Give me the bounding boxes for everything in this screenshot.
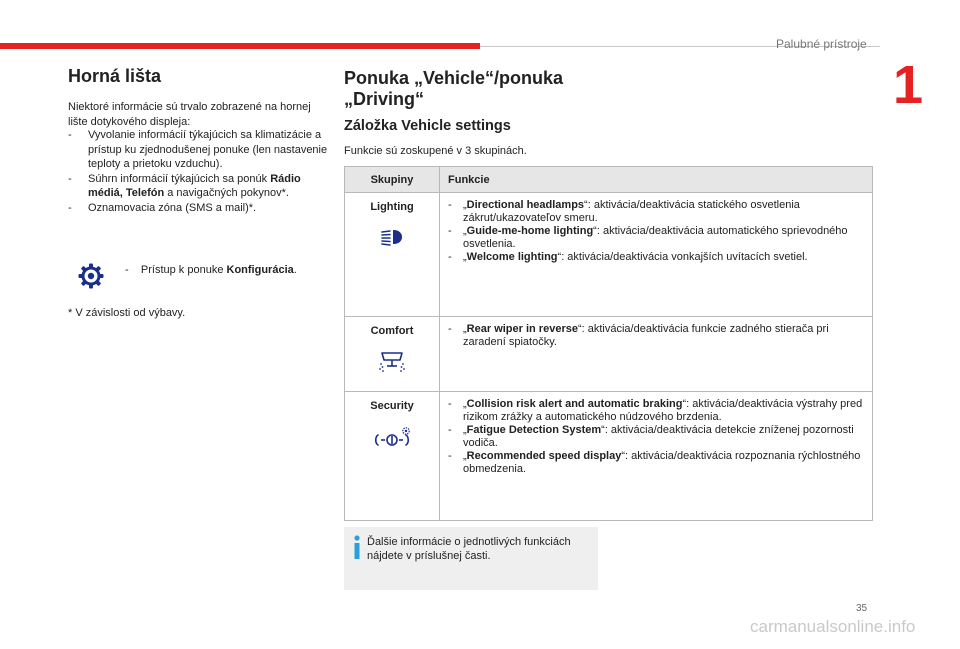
watermark: carmanualsonline.info — [750, 617, 916, 636]
vehicle-settings-subheading: Záložka Vehicle settings — [344, 118, 511, 134]
safety-settings-icon — [372, 426, 412, 450]
section-title: Palubné prístroje — [776, 37, 867, 51]
list-item: - Súhrn informácií týkajúcich sa ponúk Rádio médiá, Telefón a navigačných pokynov*. — [68, 172, 301, 199]
top-bar-list — [68, 128, 330, 215]
group-cell-security: Security — [345, 392, 440, 521]
group-cell-comfort: Comfort — [345, 317, 440, 392]
headlamp-icon — [379, 227, 405, 247]
vehicle-settings-table — [344, 166, 873, 521]
header-red-bar — [0, 43, 480, 49]
list-item: - „Collision risk alert and automatic braking“: aktivácia/deaktivácia výstrahy pred rizikom zrážky a automatického núdzového brzdenia. — [448, 398, 863, 423]
functions-cell — [440, 392, 873, 521]
list-item: - „Welcome lighting“: aktivácia/deaktivácia vonkajších uvítacích svetiel. — [448, 251, 808, 263]
footnote: * V závislosti od výbavy. — [68, 307, 186, 319]
table-row — [345, 193, 873, 317]
group-cell-lighting: Lighting — [345, 193, 440, 317]
info-icon — [352, 535, 362, 559]
vehicle-menu-heading: Ponuka „Vehicle“/ponuka „Driving“ — [344, 68, 564, 109]
column-header-groups: Skupiny — [345, 167, 440, 193]
groups-intro: Funkcie sú zoskupené v 3 skupinách. — [344, 145, 527, 157]
chapter-number: 1 — [893, 55, 924, 115]
list-item: - „Recommended speed display“: aktivácia/deaktivácia rozpoznania rýchlostného obmedzenia. — [448, 450, 861, 475]
rear-wiper-icon — [377, 351, 407, 373]
list-item: - Vyvolanie informácií týkajúcich sa klimatizácie a prístup ku zjednodušenej ponuke (len nastavenie teploty a prietoku vzduchu). — [68, 129, 328, 170]
column-header-functions: Funkcie — [440, 167, 873, 193]
info-text: Ďalšie informácie o jednotlivých funkciách nájdete v príslušnej časti. — [367, 536, 571, 562]
functions-cell — [440, 193, 873, 317]
table-header-row — [345, 167, 873, 193]
table-row — [345, 392, 873, 521]
list-item: - Oznamovacia zóna (SMS a mail)*. — [68, 201, 257, 214]
page-number: 35 — [856, 603, 868, 614]
top-bar-heading: Horná lišta — [68, 66, 162, 86]
list-item: - „Guide-me-home lighting“: aktivácia/deaktivácia automatického sprievodného osvetlenia. — [448, 225, 848, 250]
top-bar-intro: Niektoré informácie sú trvalo zobrazené na hornej lište dotykového displeja: — [68, 101, 311, 128]
list-item: - „Fatigue Detection System“: aktivácia/deaktivácia detekcie zníženej pozornosti vodiča. — [448, 424, 854, 449]
configuration-access-text: - Prístup k ponuke Konfigurácia. — [125, 264, 297, 276]
functions-cell — [440, 317, 873, 392]
table-row — [345, 317, 873, 392]
gear-icon — [78, 263, 104, 289]
list-item: - „Rear wiper in reverse“: aktivácia/deaktivácia funkcie zadného stierača pri zaradení spiatočky. — [448, 323, 829, 348]
list-item: - „Directional headlamps“: aktivácia/deaktivácia statického osvetlenia zákrut/ukazovateľov smeru. — [448, 199, 800, 224]
